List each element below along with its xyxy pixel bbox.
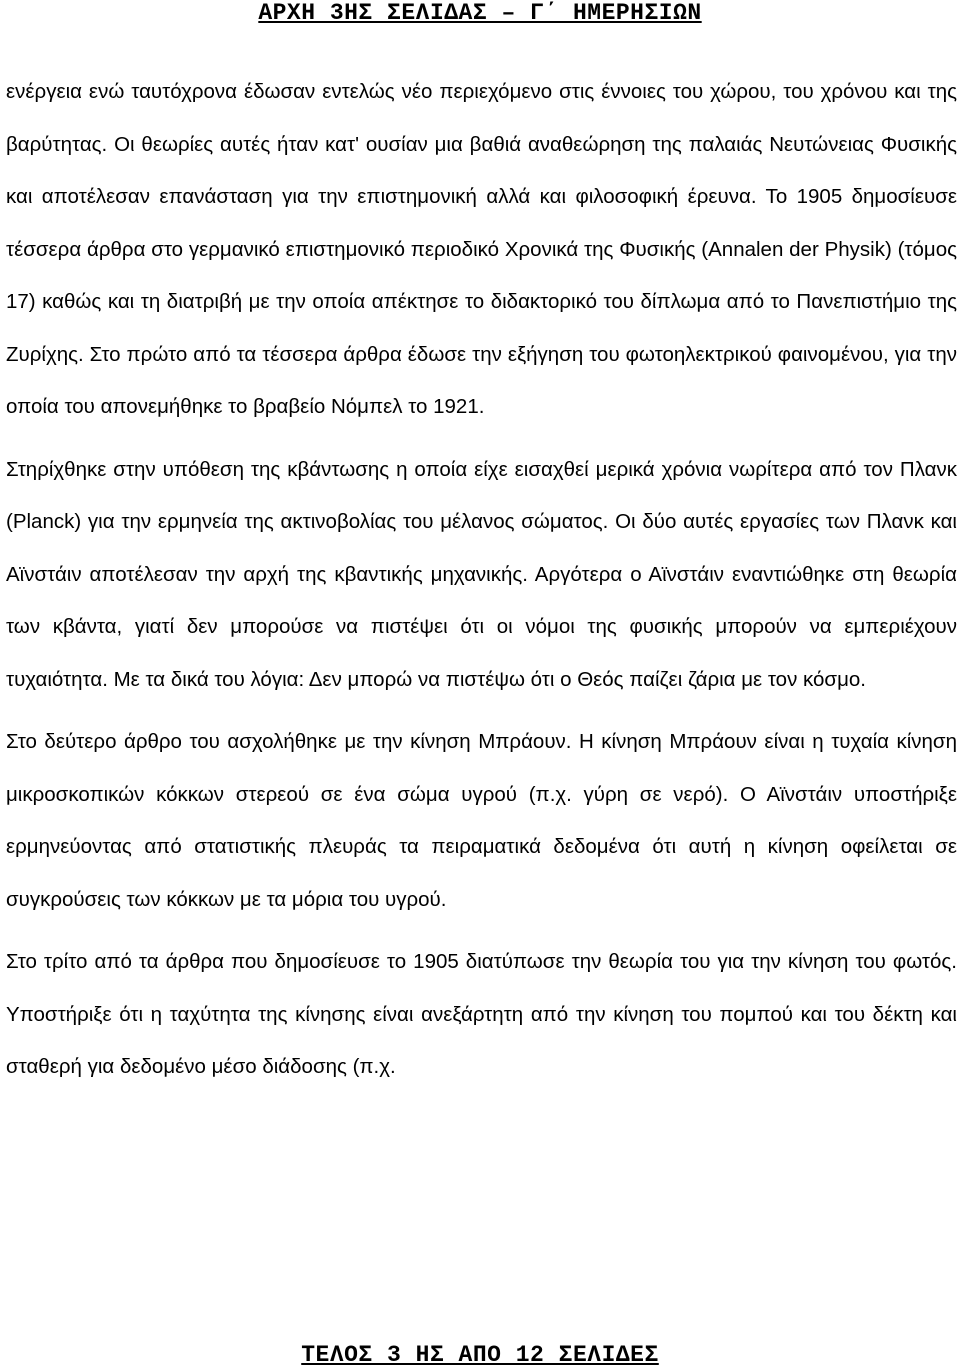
paragraph: Στηρίχθηκε στην υπόθεση της κβάντωσης η οποία είχε εισαχθεί μερικά χρόνια νωρίτερα από τον Πλανκ (Planck) για την ερμηνεία της ακτινοβολίας του μέλανος σώματος. Οι δύο αυτές εργασίες των Πλανκ και Αϊνστάιν αποτέλεσαν την αρχή της κβαντικής μηχανικής. Αργότερα ο Αϊνστάιν εναντιώθηκε στη θεωρία των κβάντα, γιατί δεν μπορούσε να πιστέψει ότι οι νόμοι της φυσικής μπορούν να εμπεριέχουν τυχαιότητα. Με τα δικά του λόγια: Δεν μπορώ να πιστέψω ότι ο Θεός παίζει ζάρια με τον κόσμο. [6,457,957,691]
paragraph: Στο δεύτερο άρθρο του ασχολήθηκε με την κίνηση Μπράουν. Η κίνηση Μπράουν είναι η τυχαία κίνηση μικροσκοπικών κόκκων στερεού σε ένα σώμα υγρού (π.χ. γύρη σε νερό). Ο Αϊνστάιν υποστήριξε ερμηνεύοντας από στατιστικής πλευράς τα πειραματικά δεδομένα ότι αυτή η κίνηση οφείλεται σε συγκρούσεις των κόκκων με τα μόρια του υγρού. [6,730,957,911]
body-text [6,66,957,1104]
page-header: ΑΡΧΗ 3ΗΣ ΣΕΛΙΔΑΣ – Γ΄ ΗΜΕΡΗΣΙΩΝ [258,0,702,26]
paragraph: Στο τρίτο από τα άρθρα που δημοσίευσε το 1905 διατύπωσε την θεωρία του για την κίνηση του φωτός. Υποστήριξε ότι η ταχύτητα της κίνησης είναι ανεξάρτητη από την κίνηση του πομπού και του δέκτη και σταθερή για δεδομένο μέσο διάδοσης (π.χ. [6,950,957,1078]
paragraph: ενέργεια ενώ ταυτόχρονα έδωσαν εντελώς νέο περιεχόμενο στις έννοιες του χώρου, του χρόνου και της βαρύτητας. Οι θεωρίες αυτές ήταν κατ' ουσίαν μια βαθιά αναθεώρηση της παλαιάς Νευτώνειας Φυσικής και αποτέλεσαν επανάσταση για την επιστημονική αλλά και φιλοσοφική έρευνα. Το 1905 δημοσίευσε τέσσερα άρθρα στο γερμανικό επιστημονικό περιοδικό Χρονικά της Φυσικής (Annalen der Physik) (τόμος 17) καθώς και τη διατριβή με την οποία απέκτησε το διδακτορικό του δίπλωμα από το Πανεπιστήμιο της Ζυρίχης. Στο πρώτο από τα τέσσερα άρθρα έδωσε την εξήγηση του φωτοηλεκτρικού φαινομένου, για την οποία του απονεμήθηκε το βραβείο Νόμπελ το 1921. [6,80,957,418]
page-footer: ΤΕΛΟΣ 3 ΗΣ ΑΠΟ 12 ΣΕΛΙΔΕΣ [301,1342,659,1368]
